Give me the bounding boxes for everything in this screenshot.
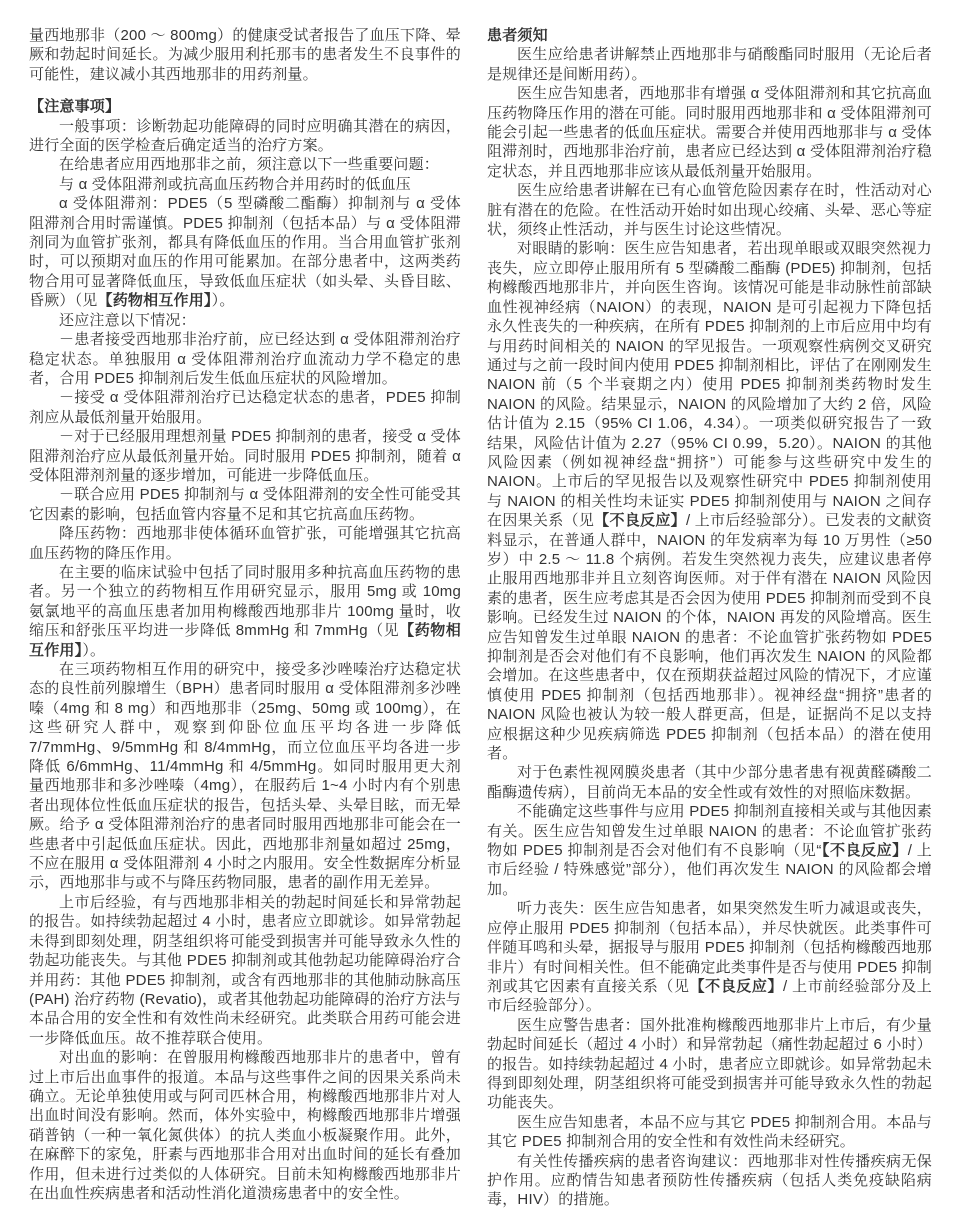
text-run: 一般事项：诊断勃起功能障碍的同时应明确其潜在的病因，进行全面的医学检查后确定适当的治疗方案。 xyxy=(29,117,462,155)
text-run: 医生应告知患者，西地那非有增强 α 受体阻滞剂和其它抗高血压药物降压作用的潜在可能。同时服用西地那非和 α 受体阻滞剂可能会引起一些患者的低血压症状。需要合并使用西地那非与 α 受体阻滞剂时，西地那非治疗前，患者应已经达到 α 受体阻滞剂治疗稳定状态，并且西地那非应该从最低剂量开始服用。 xyxy=(487,85,932,180)
text-run: －接受 α 受体阻滞剂治疗已达稳定状态的患者，PDE5 抑制剂应从最低剂量开始服用。 xyxy=(29,389,462,426)
paragraph xyxy=(29,311,461,330)
paragraph xyxy=(29,117,461,156)
paragraph xyxy=(29,660,461,893)
text-run: 量西地那非（200 ～ 800mg）的健康受试者报告了血压下降、晕厥和勃起时间延长。为减少服用利托那韦的患者发生不良事件的可能性，建议减小其西地那非的用药剂量。 xyxy=(29,27,462,83)
text-run: 医生应给患者讲解在已有心血管危险因素存在时，性活动对心脏有潜在的危险。在性活动开始时如出现心绞痛、头晕、恶心等症状，须终止性活动，并与医生讨论这些情况。 xyxy=(487,182,932,239)
bold-cross-reference: 【药物相互作用】 xyxy=(97,292,212,310)
paragraph xyxy=(29,524,461,563)
heading-patient-info xyxy=(487,26,932,45)
text-run: 不能确定这些事件与应用 PDE5 抑制剂直接相关或与其他因素有关。医生应告知曾发生过单眼 NAION 的患者：不论血管扩张药物如 PDE5 抑制剂是否会对他们有不良影响（见“ xyxy=(487,803,932,860)
text-run: 听力丧失：医生应告知患者，如果突然发生听力减退或丧失，应停止服用 PDE5 抑制剂（包括本品），并尽快就医。此类事件可伴随耳鸣和头晕，据报导与服用 PDE5 抑制剂（包括枸橼酸西地那非片）有时间相关性。但不能确定此类事件是否与使用 PDE5 抑制剂或其它因素有直接关系（见 xyxy=(487,900,932,995)
bold-cross-reference: 【不良反应】 xyxy=(821,842,908,860)
paragraph xyxy=(29,155,461,174)
text-run: 对出血的影响：在曾服用枸橼酸西地那非片的患者中，曾有过上市后出血事件的报道。本品与这些事件之间的因果关系尚未确立。无论单独使用或与阿司匹林合用，枸橼酸西地那非片对人出血时间没有影响。然而，体外实验中，枸橼酸西地那非片增强硝普钠（一种一氧化氮供体）的抗人类血小板凝聚作用。此外，在麻醉下的家兔，肝素与西地那非合用对出血时间的延长有叠加作用，但未进行过类似的人体研究。目前未知枸橼酸西地那非片在出血性疾病患者和活动性消化道溃疡患者中的安全性。 xyxy=(29,1049,462,1202)
text-run: / 上市后经验 / 特殊感觉”部分），他们再次发生 NAION 的风险都会增加。 xyxy=(487,842,932,898)
heading-precautions xyxy=(29,97,461,116)
paragraph xyxy=(487,1113,932,1152)
bold-cross-reference: 【注意事项】 xyxy=(29,98,121,116)
right-text-column xyxy=(487,26,933,1209)
bold-cross-reference: 【药物相互作用】 xyxy=(29,622,461,659)
paragraph xyxy=(29,175,461,194)
text-run: / 上市后经验部分）。已发表的文献资料显示，在普通人群中，NAION 的年发病率为每 10 万男性（≥50 岁）中 2.5 ～ 11.8 个病例。若发生突然视力丧失，应建议患者停止服用西地那非并且立刻咨询医师。对于伴有潜在 NAION 风险因素的患者，医生应考虑其是否会因为使用 PDE5 抑制剂而受到不良影响。已经发生过 NAION 的个体，NAION 再发的风险增高。医生应告知曾发生过单眼 NAION 的患者：不论血管扩张药物如 PDE5 抑制剂是否会对他们有不良影响，他们再次发生 NAION 的风险都会增加。在这些患者中，仅在预期获益超过风险的情况下，才应谨慎使用 PDE5 抑制剂（包括西地那非）。视神经盘“拥挤”患者的 NAION 风险也被认为较一般人群更高，但是，证据尚不足以支持应根据这种少见疾病筛选 PDE5 抑制剂（包括本品）的潜在使用者。 xyxy=(487,512,933,763)
paragraph xyxy=(487,1016,932,1113)
paragraph xyxy=(487,1152,932,1210)
paragraph xyxy=(487,45,932,84)
text-run: 对眼睛的影响：医生应告知患者，若出现单眼或双眼突然视力丧失，应立即停止服用所有 5 型磷酸二酯酶 (PDE5) 抑制剂，包括枸橼酸西地那非片，并向医生咨询。该情况可能是非动脉性前部缺血性视神经病（NAION）的表现，NAION 是可引起视力下降包括永久性丧失的一种疾病，在所有 PDE5 抑制剂的上市后应用中均有与用药时间相关的 NAION 的罕见报告。一项观察性病例交叉研究通过与之前一段时间内使用 PDE5 抑制剂相比，评估了在刚刚发生 NAION 前（5 个半衰期之内）使用 PDE5 抑制剂类药物时发生 NAION 的风险。结果显示，NAION 的风险增加了大约 2 倍，风险估计值为 2.15（95% CI 1.06，4.34）。一项类似研究报告了一致结果，风险估计值为 2.27（95% CI 0.99，5.20）。NAION 的其他风险因素（例如视神经盘“拥挤”）可能参与这些研究中发生的 NAION。上市后的罕见报告以及观察性研究中 PDE5 抑制剂使用与 NAION 的相关性均未证实 PDE5 抑制剂使用与 NAION 之间存在因果关系（见 xyxy=(487,240,932,530)
text-run: －对于已经服用理想剂量 PDE5 抑制剂的患者，接受 α 受体阻滞剂治疗应从最低剂量开始。同时服用 PDE5 抑制剂，随着 α 受体阻滞剂剂量的逐步增加，可能进一步降低血压。 xyxy=(29,428,462,484)
text-run: 还应注意以下情况： xyxy=(59,311,196,329)
paragraph xyxy=(487,899,932,1015)
paragraph xyxy=(29,330,461,388)
text-run: 医生应给患者讲解禁止西地那非与硝酸酯同时服用（无论后者是规律还是间断用药）。 xyxy=(487,46,932,83)
left-text-column xyxy=(29,26,462,1202)
paragraph xyxy=(29,194,461,310)
text-run: ）。 xyxy=(211,292,235,310)
text-run: ）。 xyxy=(82,641,106,659)
text-run: 对于色素性视网膜炎患者（其中少部分患者患有视黄醛磷酸二酯酶遗传病），目前尚无本品的安全性或有效性的对照临床数据。 xyxy=(487,764,932,801)
text-run: 上市后经验，有与西地那非相关的勃起时间延长和异常勃起的报告。如持续勃起超过 4 小时，患者应立即就诊。如异常勃起未得到即刻处理，阴茎组织将可能受到损害并可能导致永久性的勃起功能丧失。与其他 PDE5 抑制剂或其他勃起功能障碍治疗合并用药：其他 PDE5 抑制剂，或含有西地那非的其他肺动脉高压 (PAH) 治疗药物 (Revatio)，或者其他勃起功能障碍的治疗方法与本品合用的安全性和有效性尚未经研究。此类联合用药可能会进一步降低血压。故不推荐联合使用。 xyxy=(29,893,462,1047)
paragraph xyxy=(29,1048,461,1203)
text-run: 在三项药物相互作用的研究中，接受多沙唑嗪治疗达稳定状态的良性前列腺增生（BPH）患者同时服用 α 受体阻滞剂多沙唑嗪（4mg 和 8 mg）和西地那非（25mg、50mg 或 100mg），在这些研究人群中，观察到仰卧位血压平均各进一步降低 7/7mmHg、9/5mmHg 和 8/4mmHg，而立位血压平均各进一步降低 6/6mmHg、11/4mmHg 和 4/5mmHg。如同时服用更大剂量西地那非和多沙唑嗪（4mg），在服药后 1~4 小时内有个别患者出现体位性低血压症状的报告，包括头晕、头晕目眩，而无晕厥。给予 α 受体阻滞剂治疗的患者同时服用西地那非可能会在一些患者中引起低血压症状。因此，西地那非剂量如超过 25mg，不应在服用 α 受体阻滞剂 4 小时之内服用。安全性数据库分析显示，西地那非与或不与降压药物同服，患者的副作用无差异。 xyxy=(29,661,462,892)
text-run: / 上市前经验部分及上市后经验部分）。 xyxy=(487,977,932,1015)
bold-cross-reference: 【不良反应】 xyxy=(594,512,686,530)
text-run: 医生应警告患者：国外批准枸橼酸西地那非片上市后，有少量勃起时间延长（超过 4 小时）和异常勃起（痛性勃起超过 6 小时）的报告。如持续勃起超过 4 小时，患者应立即就诊。如异常勃起未得到即刻处理，阴茎组织将可能受到损害并可能导致永久性的勃起功能丧失。 xyxy=(487,1016,932,1112)
bold-cross-reference: 【不良反应】 xyxy=(689,977,784,995)
text-run: 与 α 受体阻滞剂或抗高血压药物合并用药时的低血压 xyxy=(59,175,412,193)
bold-cross-reference: 患者须知 xyxy=(487,27,548,44)
text-run: －患者接受西地那非治疗前，应已经达到 α 受体阻滞剂治疗稳定状态。单独服用 α 受体阻滞剂治疗血流动力学不稳定的患者，合用 PDE5 抑制剂后发生低血压症状的风险增加。 xyxy=(29,331,462,387)
text-run: 有关性传播疾病的患者咨询建议：西地那非对性传播疾病无保护作用。应酌情告知患者预防性传播疾病（包括人类免疫缺陷病毒，HIV）的措施。 xyxy=(487,1152,932,1209)
paragraph xyxy=(487,84,932,181)
text-run: 医生应告知患者，本品不应与其它 PDE5 抑制剂合用。本品与其它 PDE5 抑制剂合用的安全性和有效性尚未经研究。 xyxy=(487,1113,932,1151)
paragraph xyxy=(29,485,461,524)
text-run: 在主要的临床试验中包括了同时服用多种抗高血压药物的患者。另一个独立的药物相互作用研究显示，服用 5mg 或 10mg 氨氯地平的高血压患者加用枸橼酸西地那非片 100mg 量时，收缩压和舒张压平均进一步降低 8mmHg 和 7mmHg（见 xyxy=(29,563,462,640)
text-run: －联合应用 PDE5 抑制剂与 α 受体阻滞剂的安全性可能受其它因素的影响，包括血管内容量不足和其它抗高血压药物。 xyxy=(29,486,462,523)
paragraph xyxy=(29,427,461,485)
text-run: 降压药物：西地那非使体循环血管扩张，可能增强其它抗高血压药物的降压作用。 xyxy=(29,525,462,562)
paragraph xyxy=(29,893,461,1048)
paragraph xyxy=(487,239,932,763)
paragraph xyxy=(487,802,932,899)
paragraph xyxy=(29,563,461,660)
paragraph xyxy=(487,181,932,239)
text-run: 在给患者应用西地那非之前，须注意以下一些重要问题： xyxy=(59,156,440,174)
paragraph xyxy=(29,26,461,84)
paragraph xyxy=(487,763,932,802)
paragraph xyxy=(29,388,461,427)
text-run: α 受体阻滞剂：PDE5（5 型磷酸二酯酶）抑制剂与 α 受体阻滞剂合用时需谨慎。PDE5 抑制剂（包括本品）与 α 受体阻滞剂同为血管扩张剂，都具有降低血压的作用。当合用血管扩张剂时，可以预期对血压的作用可能累加。在部分患者中，这两类药物合用可显著降低血压，导致低血压症状（如头晕、头昏目眩、昏厥）（见 xyxy=(29,195,462,310)
